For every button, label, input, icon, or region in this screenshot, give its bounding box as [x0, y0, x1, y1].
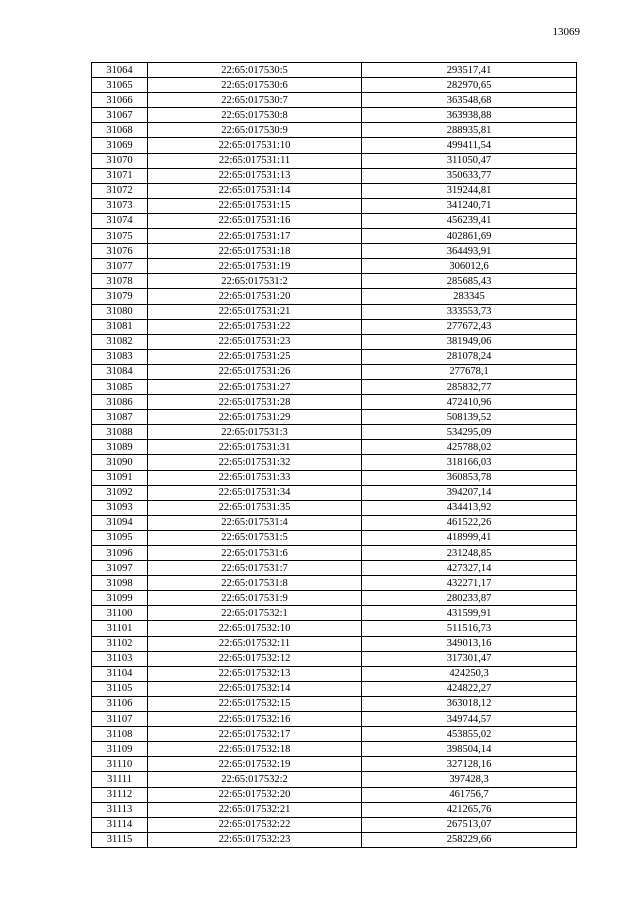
cadastral-number-cell: 22:65:017531:16: [148, 213, 362, 228]
value-cell: 534295,09: [362, 425, 577, 440]
cadastral-number-cell: 22:65:017532:1: [148, 606, 362, 621]
value-cell: 453855,02: [362, 727, 577, 742]
row-number-cell: 31091: [92, 470, 148, 485]
page-number: 13069: [552, 26, 580, 38]
table-row: [92, 832, 577, 847]
cadastral-number-cell: 22:65:017531:27: [148, 379, 362, 394]
value-cell: 282970,65: [362, 78, 577, 93]
value-cell: 306012,6: [362, 259, 577, 274]
cadastral-number-cell: 22:65:017531:28: [148, 395, 362, 410]
cadastral-number-cell: 22:65:017531:14: [148, 183, 362, 198]
cadastral-number-cell: 22:65:017531:25: [148, 349, 362, 364]
row-number-cell: 31073: [92, 198, 148, 213]
value-cell: 318166,03: [362, 455, 577, 470]
cadastral-number-cell: 22:65:017532:10: [148, 621, 362, 636]
row-number-cell: 31097: [92, 561, 148, 576]
row-number-cell: 31088: [92, 425, 148, 440]
table-row: [92, 817, 577, 832]
row-number-cell: 31102: [92, 636, 148, 651]
table-row: [92, 500, 577, 515]
row-number-cell: 31069: [92, 138, 148, 153]
table-row: [92, 440, 577, 455]
table-row: [92, 319, 577, 334]
cadastral-number-cell: 22:65:017532:17: [148, 727, 362, 742]
row-number-cell: 31072: [92, 183, 148, 198]
table-row: [92, 364, 577, 379]
value-cell: 267513,07: [362, 817, 577, 832]
cadastral-table: [91, 62, 577, 848]
cadastral-number-cell: 22:65:017531:22: [148, 319, 362, 334]
cadastral-number-cell: 22:65:017531:4: [148, 515, 362, 530]
table-row: [92, 334, 577, 349]
cadastral-number-cell: 22:65:017531:29: [148, 410, 362, 425]
cadastral-number-cell: 22:65:017531:7: [148, 561, 362, 576]
table-row: [92, 802, 577, 817]
value-cell: 283345: [362, 289, 577, 304]
value-cell: 349744,57: [362, 712, 577, 727]
cadastral-number-cell: 22:65:017531:6: [148, 546, 362, 561]
cadastral-number-cell: 22:65:017531:2: [148, 274, 362, 289]
value-cell: 418999,41: [362, 530, 577, 545]
value-cell: 499411,54: [362, 138, 577, 153]
table-row: [92, 591, 577, 606]
cadastral-number-cell: 22:65:017531:26: [148, 364, 362, 379]
row-number-cell: 31105: [92, 681, 148, 696]
table-row: [92, 666, 577, 681]
value-cell: 431599,91: [362, 606, 577, 621]
table-row: [92, 681, 577, 696]
row-number-cell: 31095: [92, 530, 148, 545]
table-row: [92, 636, 577, 651]
value-cell: 341240,71: [362, 198, 577, 213]
table-row: [92, 304, 577, 319]
table-row: [92, 530, 577, 545]
cadastral-number-cell: 22:65:017531:20: [148, 289, 362, 304]
table-row: [92, 727, 577, 742]
cadastral-number-cell: 22:65:017531:33: [148, 470, 362, 485]
row-number-cell: 31110: [92, 757, 148, 772]
cadastral-number-cell: 22:65:017532:11: [148, 636, 362, 651]
cadastral-number-cell: 22:65:017531:35: [148, 500, 362, 515]
value-cell: 349013,16: [362, 636, 577, 651]
value-cell: 398504,14: [362, 742, 577, 757]
table-row: [92, 742, 577, 757]
row-number-cell: 31112: [92, 787, 148, 802]
value-cell: 472410,96: [362, 395, 577, 410]
cadastral-number-cell: 22:65:017532:19: [148, 757, 362, 772]
row-number-cell: 31115: [92, 832, 148, 847]
value-cell: 258229,66: [362, 832, 577, 847]
table-row: [92, 576, 577, 591]
row-number-cell: 31082: [92, 334, 148, 349]
value-cell: 424250,3: [362, 666, 577, 681]
table-row: [92, 515, 577, 530]
cadastral-number-cell: 22:65:017531:19: [148, 259, 362, 274]
table-row: [92, 621, 577, 636]
row-number-cell: 31087: [92, 410, 148, 425]
cadastral-number-cell: 22:65:017532:12: [148, 651, 362, 666]
value-cell: 360853,78: [362, 470, 577, 485]
cadastral-number-cell: 22:65:017532:2: [148, 772, 362, 787]
cadastral-number-cell: 22:65:017531:34: [148, 485, 362, 500]
row-number-cell: 31068: [92, 123, 148, 138]
value-cell: 319244,81: [362, 183, 577, 198]
table-row: [92, 651, 577, 666]
cadastral-number-cell: 22:65:017532:14: [148, 681, 362, 696]
table-row: [92, 168, 577, 183]
value-cell: 350633,77: [362, 168, 577, 183]
value-cell: 285685,43: [362, 274, 577, 289]
cadastral-number-cell: 22:65:017531:23: [148, 334, 362, 349]
row-number-cell: 31086: [92, 395, 148, 410]
value-cell: 285832,77: [362, 379, 577, 394]
cadastral-number-cell: 22:65:017530:7: [148, 93, 362, 108]
cadastral-number-cell: 22:65:017531:11: [148, 153, 362, 168]
row-number-cell: 31100: [92, 606, 148, 621]
cadastral-number-cell: 22:65:017531:8: [148, 576, 362, 591]
row-number-cell: 31074: [92, 213, 148, 228]
row-number-cell: 31111: [92, 772, 148, 787]
table-row: [92, 93, 577, 108]
value-cell: 280233,87: [362, 591, 577, 606]
row-number-cell: 31096: [92, 546, 148, 561]
table-row: [92, 787, 577, 802]
row-number-cell: 31077: [92, 259, 148, 274]
table-row: [92, 349, 577, 364]
table-row: [92, 289, 577, 304]
row-number-cell: 31075: [92, 229, 148, 244]
row-number-cell: 31103: [92, 651, 148, 666]
table-row: [92, 63, 577, 78]
value-cell: 363548,68: [362, 93, 577, 108]
row-number-cell: 31104: [92, 666, 148, 681]
cadastral-number-cell: 22:65:017532:16: [148, 712, 362, 727]
table-row: [92, 198, 577, 213]
table-row: [92, 379, 577, 394]
value-cell: 311050,47: [362, 153, 577, 168]
row-number-cell: 31092: [92, 485, 148, 500]
row-number-cell: 31098: [92, 576, 148, 591]
cadastral-number-cell: 22:65:017531:32: [148, 455, 362, 470]
row-number-cell: 31099: [92, 591, 148, 606]
value-cell: 508139,52: [362, 410, 577, 425]
cadastral-number-cell: 22:65:017532:15: [148, 696, 362, 711]
table-row: [92, 606, 577, 621]
cadastral-number-cell: 22:65:017531:15: [148, 198, 362, 213]
cadastral-number-cell: 22:65:017531:3: [148, 425, 362, 440]
value-cell: 394207,14: [362, 485, 577, 500]
row-number-cell: 31114: [92, 817, 148, 832]
table-row: [92, 546, 577, 561]
table-row: [92, 757, 577, 772]
table-row: [92, 244, 577, 259]
value-cell: 432271,17: [362, 576, 577, 591]
cadastral-number-cell: 22:65:017531:5: [148, 530, 362, 545]
value-cell: 288935,81: [362, 123, 577, 138]
row-number-cell: 31094: [92, 515, 148, 530]
row-number-cell: 31067: [92, 108, 148, 123]
row-number-cell: 31089: [92, 440, 148, 455]
table-row: [92, 712, 577, 727]
table-row: [92, 772, 577, 787]
row-number-cell: 31076: [92, 244, 148, 259]
row-number-cell: 31108: [92, 727, 148, 742]
row-number-cell: 31081: [92, 319, 148, 334]
cadastral-number-cell: 22:65:017530:8: [148, 108, 362, 123]
value-cell: 293517,41: [362, 63, 577, 78]
table-row: [92, 259, 577, 274]
cadastral-number-cell: 22:65:017531:9: [148, 591, 362, 606]
value-cell: 364493,91: [362, 244, 577, 259]
cadastral-number-cell: 22:65:017530:6: [148, 78, 362, 93]
value-cell: 424822,27: [362, 681, 577, 696]
value-cell: 434413,92: [362, 500, 577, 515]
value-cell: 363018,12: [362, 696, 577, 711]
value-cell: 281078,24: [362, 349, 577, 364]
table-row: [92, 425, 577, 440]
cadastral-number-cell: 22:65:017531:21: [148, 304, 362, 319]
row-number-cell: 31078: [92, 274, 148, 289]
cadastral-number-cell: 22:65:017531:10: [148, 138, 362, 153]
row-number-cell: 31101: [92, 621, 148, 636]
row-number-cell: 31066: [92, 93, 148, 108]
value-cell: 461756,7: [362, 787, 577, 802]
table-row: [92, 696, 577, 711]
table-row: [92, 138, 577, 153]
value-cell: 456239,41: [362, 213, 577, 228]
value-cell: 277678,1: [362, 364, 577, 379]
table-row: [92, 274, 577, 289]
value-cell: 327128,16: [362, 757, 577, 772]
table-row: [92, 410, 577, 425]
value-cell: 425788,02: [362, 440, 577, 455]
value-cell: 511516,73: [362, 621, 577, 636]
value-cell: 397428,3: [362, 772, 577, 787]
value-cell: 277672,43: [362, 319, 577, 334]
table-row: [92, 455, 577, 470]
table-row: [92, 485, 577, 500]
cadastral-number-cell: 22:65:017532:20: [148, 787, 362, 802]
table-row: [92, 470, 577, 485]
row-number-cell: 31106: [92, 696, 148, 711]
cadastral-number-cell: 22:65:017531:17: [148, 229, 362, 244]
cadastral-number-cell: 22:65:017532:21: [148, 802, 362, 817]
row-number-cell: 31085: [92, 379, 148, 394]
value-cell: 333553,73: [362, 304, 577, 319]
value-cell: 427327,14: [362, 561, 577, 576]
table-body: [92, 63, 577, 848]
table-row: [92, 108, 577, 123]
cadastral-number-cell: 22:65:017530:9: [148, 123, 362, 138]
cadastral-number-cell: 22:65:017532:22: [148, 817, 362, 832]
row-number-cell: 31071: [92, 168, 148, 183]
table-row: [92, 123, 577, 138]
table-row: [92, 153, 577, 168]
value-cell: 461522,26: [362, 515, 577, 530]
value-cell: 231248,85: [362, 546, 577, 561]
value-cell: 402861,69: [362, 229, 577, 244]
row-number-cell: 31064: [92, 63, 148, 78]
value-cell: 381949,06: [362, 334, 577, 349]
table-row: [92, 561, 577, 576]
table-row: [92, 78, 577, 93]
cadastral-number-cell: 22:65:017532:23: [148, 832, 362, 847]
row-number-cell: 31113: [92, 802, 148, 817]
value-cell: 363938,88: [362, 108, 577, 123]
table-row: [92, 183, 577, 198]
cadastral-number-cell: 22:65:017531:31: [148, 440, 362, 455]
row-number-cell: 31084: [92, 364, 148, 379]
row-number-cell: 31070: [92, 153, 148, 168]
cadastral-number-cell: 22:65:017531:18: [148, 244, 362, 259]
cadastral-number-cell: 22:65:017532:13: [148, 666, 362, 681]
table-row: [92, 213, 577, 228]
row-number-cell: 31080: [92, 304, 148, 319]
value-cell: 421265,76: [362, 802, 577, 817]
value-cell: 317301,47: [362, 651, 577, 666]
row-number-cell: 31107: [92, 712, 148, 727]
table-row: [92, 395, 577, 410]
cadastral-number-cell: 22:65:017530:5: [148, 63, 362, 78]
row-number-cell: 31083: [92, 349, 148, 364]
row-number-cell: 31065: [92, 78, 148, 93]
cadastral-number-cell: 22:65:017531:13: [148, 168, 362, 183]
cadastral-number-cell: 22:65:017532:18: [148, 742, 362, 757]
row-number-cell: 31090: [92, 455, 148, 470]
row-number-cell: 31109: [92, 742, 148, 757]
row-number-cell: 31093: [92, 500, 148, 515]
table-row: [92, 229, 577, 244]
row-number-cell: 31079: [92, 289, 148, 304]
